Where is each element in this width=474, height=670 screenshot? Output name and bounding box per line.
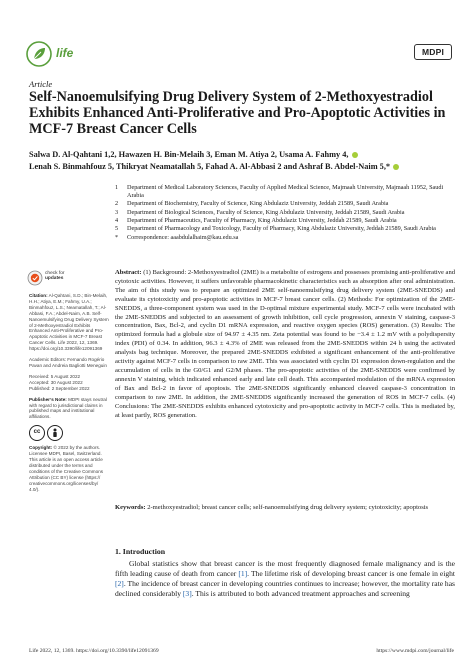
affiliation-number: 3 [115, 208, 119, 216]
article-type: Article [29, 79, 53, 89]
cc-license-badge[interactable] [29, 425, 109, 441]
paper-title: Self-Nanoemulsifying Drug Delivery System of 2-Methoxyestradiol Exhibits Enhanced Anti-Proliferative and Pro-Apoptotic Activities in MCF-7 Breast Cancer Cells [29, 89, 446, 137]
affiliation-item [115, 209, 455, 217]
copyright-block [29, 445, 109, 492]
affiliation-number: 5 [115, 225, 119, 233]
footer-citation[interactable]: Life 2022, 12, 1369. https://doi.org/10.3390/life12091369 [29, 648, 159, 654]
affiliation-number: 4 [115, 216, 119, 224]
author-list [29, 149, 459, 173]
copyright-label: Copyright: [29, 445, 53, 451]
dates-block [29, 374, 109, 392]
affiliation-text: Department of Medical Laboratory Sciences, Faculty of Applied Medical Science, Majmaah University, Majmaah 11952, Saudi Arabia [127, 184, 444, 200]
published-date: Published: 2 September 2022 [29, 385, 90, 391]
accepted-date: Accepted: 30 August 2022 [29, 379, 83, 385]
affiliations [115, 184, 455, 242]
publisher-logo: MDPI [414, 44, 452, 60]
affiliation-item [115, 184, 455, 200]
intro-paragraph [115, 559, 455, 599]
intro-text-segment: . The lifetime risk of developing breast cancer is one female in eight [247, 569, 455, 578]
citation-text: Al-Qahtani, S.D.; Bin-Melaih, H.H.; Atiya, E.M.; Fahmy, U.A.; Binmahfouz, L.S.; Neamatallah, T.; Al-Abbasi, F.A.; Abdel-Naim, A.B. Self-Nanoemulsifying Drug Delivery System of 2-Methoxyestradiol Exhibits Enhanced Anti-Proliferative and Pro-Apoptotic Activities in MCF-7 Breast Cancer Cells. Life 2022, 12, 1369. https://doi.org/10.3390/life12091369 [29, 293, 109, 352]
journal-name: life [56, 46, 74, 60]
abstract-label: Abstract: [115, 269, 142, 276]
abstract-text: (1) Background: 2-Methoxyestradiol (2ME) is a metabolite of estrogens and possesses promising anti-proliferative and cytotoxic activities. However, it suffers unfavorable pharmacokinetic characteristics such as absorption after oral administration. The aim of this study was to prepare an optimized 2ME self-nanoemulsifying drug delivery system (2ME-SNEDDS) and evaluate its cytotoxicity and pro-apoptotic activities in MCF-7 breast cancer cells. (2) Methods: For optimization of the 2ME-SNEDDS, a three-component system was used in the D-optimal mixture experimental study. MCF-7 cells were incubated with the 2ME-SNEDDS and subjected to an assessment of growth inhibition, cell cycle progression, annexin V staining, caspase-3 concentration, Bax, Bcl-2, and cyclin D1 mRNA expression, and reactive oxygen species (ROS) generation. (3) Results: The optimized formula had a globule size of 94.97 ± 4.35 nm. Zeta potential was found to be −3.4 ± 1.2 mV with a polydispersity index (PDI) of 0.34. In addition, 96.3 ± 4.3% of 2ME was released from the 2ME-SNEDDS within 24 h using the activated analysis bag technique. Moreover, the prepared 2ME-SNEDDS exhibited a significant enhancement of the anti-proliferative activity against MCF-7 cells in comparison to raw 2ME. This was associated with cyclin D1 expression down-regulation and the accumulation of cells in the G0/G1 and G2/M phases. The pro-apoptotic activities of the 2ME-SNEDDS were confirmed by annexin V staining, which indicated enhanced early and late cell death. This accompanied modulation of the mRNA expression of Bax and Bcl-2 in favor of apoptosis. The 2ME-SNEDDS significantly enhanced cleaved caspase-3 concentration in comparison to raw 2ME. In addition, the 2ME-SNEDDS significantly increased the generation of ROS in MCF-7 cells. (4) Conclusions: The 2ME-SNEDDS exhibits enhanced cytotoxicity and pro-apoptotic activity in MCF-7 cells. This is mediated by, at least partly, ROS generation. [115, 269, 455, 419]
citation-label: Citation: [29, 293, 48, 298]
affiliation-item [115, 217, 455, 225]
keywords-label: Keywords: [115, 504, 146, 511]
section-heading: 1. Introduction [115, 547, 166, 556]
publisher-note [29, 397, 109, 421]
affiliation-item [115, 200, 455, 208]
check-updates-line: check for [45, 271, 65, 276]
publisher-note-label: Publisher’s Note: [29, 396, 67, 402]
affiliation-text: Department of Pharmaceutics, Faculty of Pharmacy, King Abdulaziz University, Jeddah 21589, Saudi Arabia [127, 216, 397, 224]
cc-icon: cc [29, 425, 45, 441]
footer-journal-url[interactable]: https://www.mdpi.com/journal/life [376, 648, 454, 654]
copyright-text: © 2022 by the authors. Licensee MDPI, Basel, Switzerland. This article is an open access article distributed under the terms and conditions of the Creative Commons Attribution (CC BY) license (https:// creativecommons.org/licenses/by/ 4.0/). [29, 445, 104, 492]
affiliation-text: Department of Biological Sciences, Faculty of Science, King Abdulaziz University, Jeddah 21589, Saudi Arabia [127, 208, 405, 216]
author-line [29, 161, 459, 173]
intro-text-segment: . This is attributed to both advanced treatment approaches and screening [191, 589, 410, 598]
by-icon [47, 425, 63, 441]
journal-logo-icon [26, 41, 52, 67]
check-updates-label[interactable] [45, 271, 64, 281]
intro-text-segment: Global statistics show that breast cancer is the most frequently diagnosed female malignancy and is the fifth leading cause of death from cancer [115, 559, 455, 578]
correspondence-email[interactable]: Correspondence: aaabdulalhaim@kau.edu.sa [127, 234, 239, 242]
publisher-note-text: MDPI stays neutral with regard to jurisdictional claims in published maps and institutional affiliations. [29, 396, 107, 420]
affiliation-item [115, 225, 455, 233]
citation-link[interactable]: [1] [238, 569, 248, 578]
affiliation-text: Department of Pharmacology and Toxicology, Faculty of Pharmacy, King Abdulaziz University, Jeddah 21589, Saudi Arabia [127, 225, 436, 233]
author-line-text: Lenah S. Binmahfouz 5, Thikryat Neamatallah 5, Fahad A. Al-Abbasi 2 and Ashraf B. Abdel-Naim 5,* [29, 162, 391, 171]
side-column [29, 293, 109, 497]
correspondence-marker: * [115, 234, 119, 242]
abstract [115, 269, 455, 420]
citation-link[interactable]: [3] [182, 589, 192, 598]
keywords-text: 2-methoxyestradiol; breast cancer cells; self-nanoemulsifying drug delivery system; cytotoxicity; apoptosis [147, 504, 429, 511]
keywords [115, 504, 455, 513]
citation-link[interactable]: [2] [115, 579, 124, 588]
orcid-icon[interactable] [393, 164, 399, 170]
correspondence [115, 234, 455, 242]
intro-text-segment: . The incidence of breast cancer in developing countries continues to increase; however, the mortality rate has declined considerably [115, 579, 455, 598]
author-line [29, 149, 459, 161]
author-line-text: Salwa D. Al-Qahtani 1,2, Hawazen H. Bin-Melaih 3, Eman M. Atiya 2, Usama A. Fahmy 4, [29, 150, 349, 159]
check-updates-line: updates [45, 276, 64, 282]
affiliation-text: Department of Biochemistry, Faculty of Science, King Abdulaziz University, Jeddah 21589, Saudi Arabia [127, 200, 389, 208]
affiliation-number: 1 [115, 184, 119, 191]
academic-editors: Academic Editors: Fernando Rogério Pavan and Andreia Bagliotti Meneguin [29, 357, 107, 368]
citation-block [29, 293, 109, 352]
affiliation-number: 2 [115, 200, 119, 208]
orcid-icon[interactable] [352, 152, 358, 158]
received-date: Received: 5 August 2022 [29, 373, 81, 379]
